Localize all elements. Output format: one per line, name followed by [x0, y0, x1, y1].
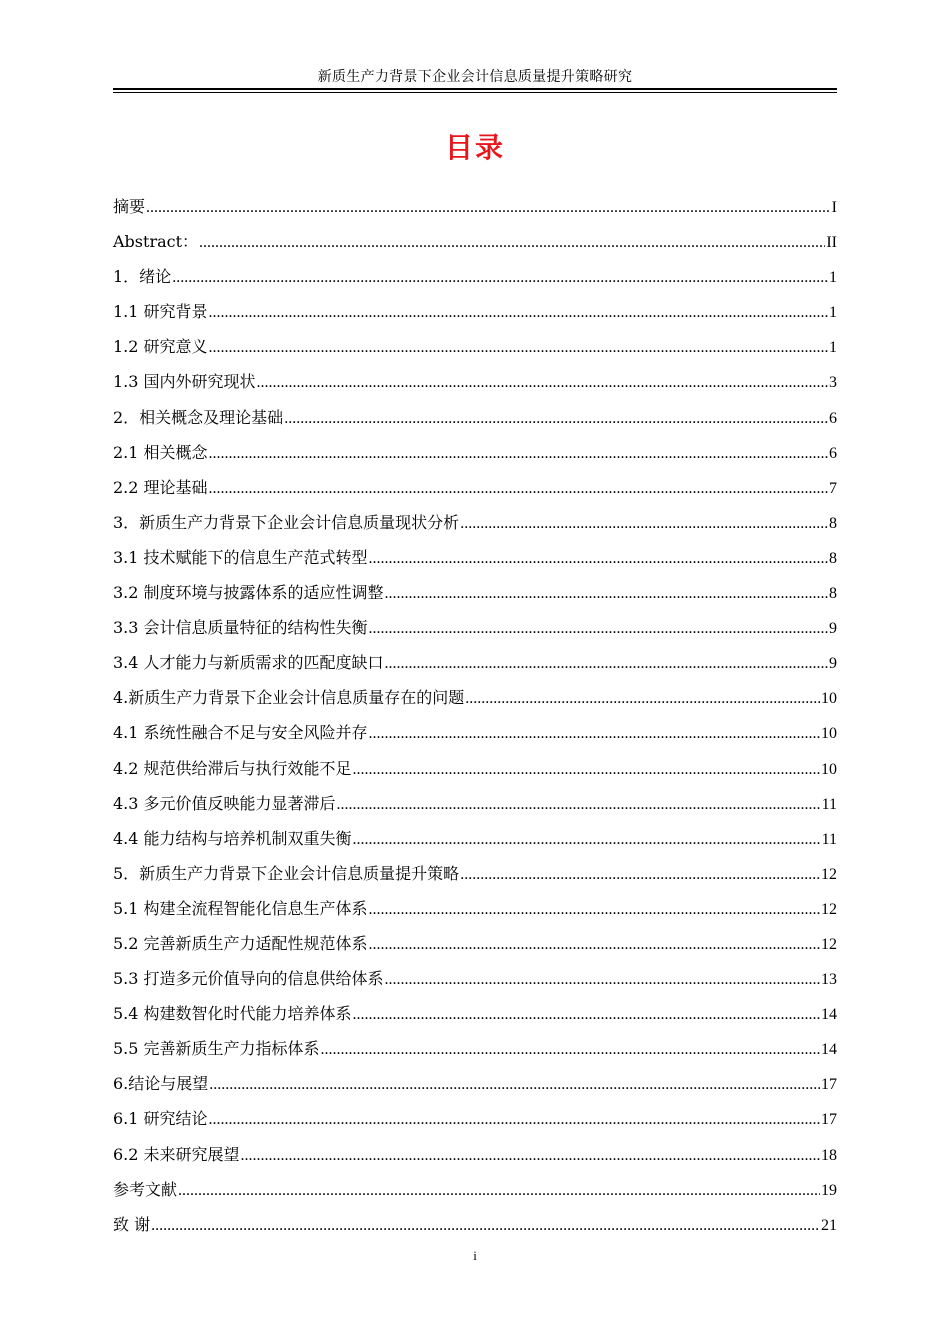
toc-entry-page: 1 — [829, 304, 837, 322]
toc-entry[interactable] — [113, 1106, 837, 1141]
toc-dot-leader — [460, 866, 820, 884]
toc-entry[interactable] — [113, 194, 837, 229]
toc-entry-label: 致 谢 — [113, 1214, 151, 1234]
toc-entry[interactable] — [113, 685, 837, 720]
toc-entry-page: 10 — [821, 690, 837, 708]
toc-entry-page: 11 — [821, 830, 837, 848]
toc-entry[interactable] — [113, 1212, 837, 1247]
toc-entry-page: 8 — [829, 549, 837, 567]
toc-entry-label: 2.2 理论基础 — [113, 477, 208, 497]
page-number: i — [473, 1248, 477, 1263]
toc-entry[interactable] — [113, 299, 837, 334]
toc-entry-label: Abstract： — [113, 232, 199, 252]
toc-entry-label: 2．相关概念及理论基础 — [113, 407, 284, 427]
toc-entry[interactable] — [113, 756, 837, 791]
toc-entry[interactable] — [113, 720, 837, 755]
toc-dot-leader — [460, 515, 828, 533]
toc-entry-page: I — [831, 199, 837, 216]
toc-dot-leader — [369, 901, 820, 919]
toc-entry[interactable] — [113, 334, 837, 369]
toc-entry-label: 1．绪论 — [113, 267, 172, 287]
toc-entry-label: 4.2 规范供给滞后与执行效能不足 — [113, 758, 352, 778]
toc-entry-label: 6.结论与展望 — [113, 1074, 209, 1094]
running-header: 新质生产力背景下企业会计信息质量提升策略研究 — [317, 69, 633, 85]
toc-dot-leader — [353, 761, 820, 779]
toc-entry[interactable] — [113, 1177, 837, 1212]
toc-dot-leader — [209, 445, 828, 463]
toc-dot-leader — [385, 655, 828, 673]
toc-entry-page: 13 — [821, 971, 837, 989]
toc-title: 目录 — [444, 131, 505, 164]
toc-entry-page: 17 — [821, 1076, 837, 1094]
toc-dot-leader — [209, 1111, 820, 1129]
toc-dot-leader — [369, 936, 820, 954]
toc-entry-page: 1 — [829, 269, 837, 287]
toc-entry[interactable] — [113, 931, 837, 966]
toc-entry[interactable] — [113, 791, 837, 826]
toc-entry-label: 1.1 研究背景 — [113, 302, 208, 322]
toc-entry[interactable] — [113, 580, 837, 615]
toc-dot-leader — [369, 550, 828, 568]
toc-entry-page: 7 — [829, 479, 837, 497]
toc-entry-label: 3.1 技术赋能下的信息生产范式转型 — [113, 547, 368, 567]
toc-entry-page: 8 — [829, 514, 837, 532]
toc-entry-label: 5.5 完善新质生产力指标体系 — [113, 1039, 320, 1059]
toc-dot-leader — [209, 480, 828, 498]
toc-dot-leader — [321, 1041, 820, 1059]
toc-entry-page: 18 — [821, 1146, 837, 1164]
toc-dot-leader — [151, 1217, 820, 1235]
toc-entry-label: 4.3 多元价值反映能力显著滞后 — [113, 793, 336, 813]
toc-entry[interactable] — [113, 615, 837, 650]
toc-entry[interactable] — [113, 1142, 837, 1177]
toc-dot-leader — [385, 971, 820, 989]
toc-dot-leader — [353, 1006, 820, 1024]
toc-entry-page: 17 — [821, 1111, 837, 1129]
toc-dot-leader — [209, 1076, 820, 1094]
toc-entry[interactable] — [113, 510, 837, 545]
toc-dot-leader — [284, 410, 828, 428]
toc-entry-page: 10 — [821, 725, 837, 743]
toc-entry-label: 4.新质生产力背景下企业会计信息质量存在的问题 — [113, 688, 465, 708]
toc-entry[interactable] — [113, 369, 837, 404]
toc-entry-page: 14 — [821, 1006, 837, 1024]
toc-entry-page: 8 — [829, 585, 837, 603]
toc-entry[interactable] — [113, 861, 837, 896]
toc-entry-page: 21 — [821, 1216, 837, 1234]
toc-entry-label: 5.4 构建数智化时代能力培养体系 — [113, 1004, 352, 1024]
toc-dot-leader — [241, 1147, 820, 1165]
toc-entry-page: II — [826, 234, 837, 252]
toc-entry-label: 摘要 — [113, 197, 146, 216]
toc-entry-page: 12 — [821, 865, 837, 883]
toc-entry[interactable] — [113, 1071, 837, 1106]
toc-entry[interactable] — [113, 475, 837, 510]
toc-entry-label: 2.1 相关概念 — [113, 442, 208, 462]
toc-entry-label: 3.3 会计信息质量特征的结构性失衡 — [113, 618, 368, 638]
toc-entry-page: 3 — [829, 374, 837, 392]
toc-entry-label: 3.2 制度环境与披露体系的适应性调整 — [113, 583, 384, 603]
toc-entry-page: 11 — [821, 795, 837, 813]
toc-entry-label: 4.4 能力结构与培养机制双重失衡 — [113, 828, 352, 848]
toc-dot-leader — [209, 339, 828, 357]
toc-entry-label: 5.2 完善新质生产力适配性规范体系 — [113, 933, 368, 953]
toc-entry[interactable] — [113, 264, 837, 299]
toc-dot-leader — [337, 796, 821, 814]
header-rule-thin — [113, 92, 837, 93]
toc-entry[interactable] — [113, 826, 837, 861]
toc-entry[interactable] — [113, 1001, 837, 1036]
toc-dot-leader — [465, 690, 820, 708]
table-of-contents — [113, 194, 837, 1247]
toc-dot-leader — [199, 234, 825, 252]
toc-entry[interactable] — [113, 650, 837, 685]
header-rule-thick — [113, 88, 837, 90]
toc-dot-leader — [385, 585, 828, 603]
toc-entry-label: 5.1 构建全流程智能化信息生产体系 — [113, 898, 368, 918]
toc-entry[interactable] — [113, 896, 837, 931]
toc-entry-label: 5.3 打造多元价值导向的信息供给体系 — [113, 969, 384, 989]
toc-dot-leader — [178, 1182, 820, 1200]
toc-entry-label: 3.4 人才能力与新质需求的匹配度缺口 — [113, 653, 384, 673]
toc-dot-leader — [172, 269, 828, 287]
toc-entry-label: 6.2 未来研究展望 — [113, 1144, 240, 1164]
toc-entry-page: 9 — [829, 655, 837, 673]
toc-entry[interactable] — [113, 405, 837, 440]
toc-entry-label: 5．新质生产力背景下企业会计信息质量提升策略 — [113, 863, 460, 883]
toc-dot-leader — [146, 199, 831, 217]
toc-entry-label: 参考文献 — [113, 1179, 178, 1199]
toc-entry[interactable] — [113, 440, 837, 475]
toc-entry-label: 6.1 研究结论 — [113, 1109, 208, 1129]
toc-entry-page: 9 — [829, 620, 837, 638]
toc-dot-leader — [369, 725, 820, 743]
toc-entry-page: 12 — [821, 935, 837, 953]
toc-entry[interactable] — [113, 545, 837, 580]
toc-entry-label: 1.2 研究意义 — [113, 337, 208, 357]
toc-entry-label: 3．新质生产力背景下企业会计信息质量现状分析 — [113, 512, 460, 532]
toc-entry[interactable] — [113, 966, 837, 1001]
toc-dot-leader — [257, 374, 828, 392]
toc-entry[interactable] — [113, 229, 837, 264]
toc-entry-page: 6 — [829, 409, 837, 427]
toc-entry-label: 1.3 国内外研究现状 — [113, 372, 256, 392]
toc-dot-leader — [353, 831, 821, 849]
toc-entry-page: 1 — [829, 339, 837, 357]
toc-entry[interactable] — [113, 1036, 837, 1071]
toc-entry-page: 12 — [821, 900, 837, 918]
toc-entry-page: 19 — [821, 1181, 837, 1199]
toc-dot-leader — [209, 304, 828, 322]
toc-entry-page: 6 — [829, 444, 837, 462]
toc-entry-page: 10 — [821, 760, 837, 778]
toc-dot-leader — [369, 620, 828, 638]
toc-entry-label: 4.1 系统性融合不足与安全风险并存 — [113, 723, 368, 743]
toc-entry-page: 14 — [821, 1041, 837, 1059]
